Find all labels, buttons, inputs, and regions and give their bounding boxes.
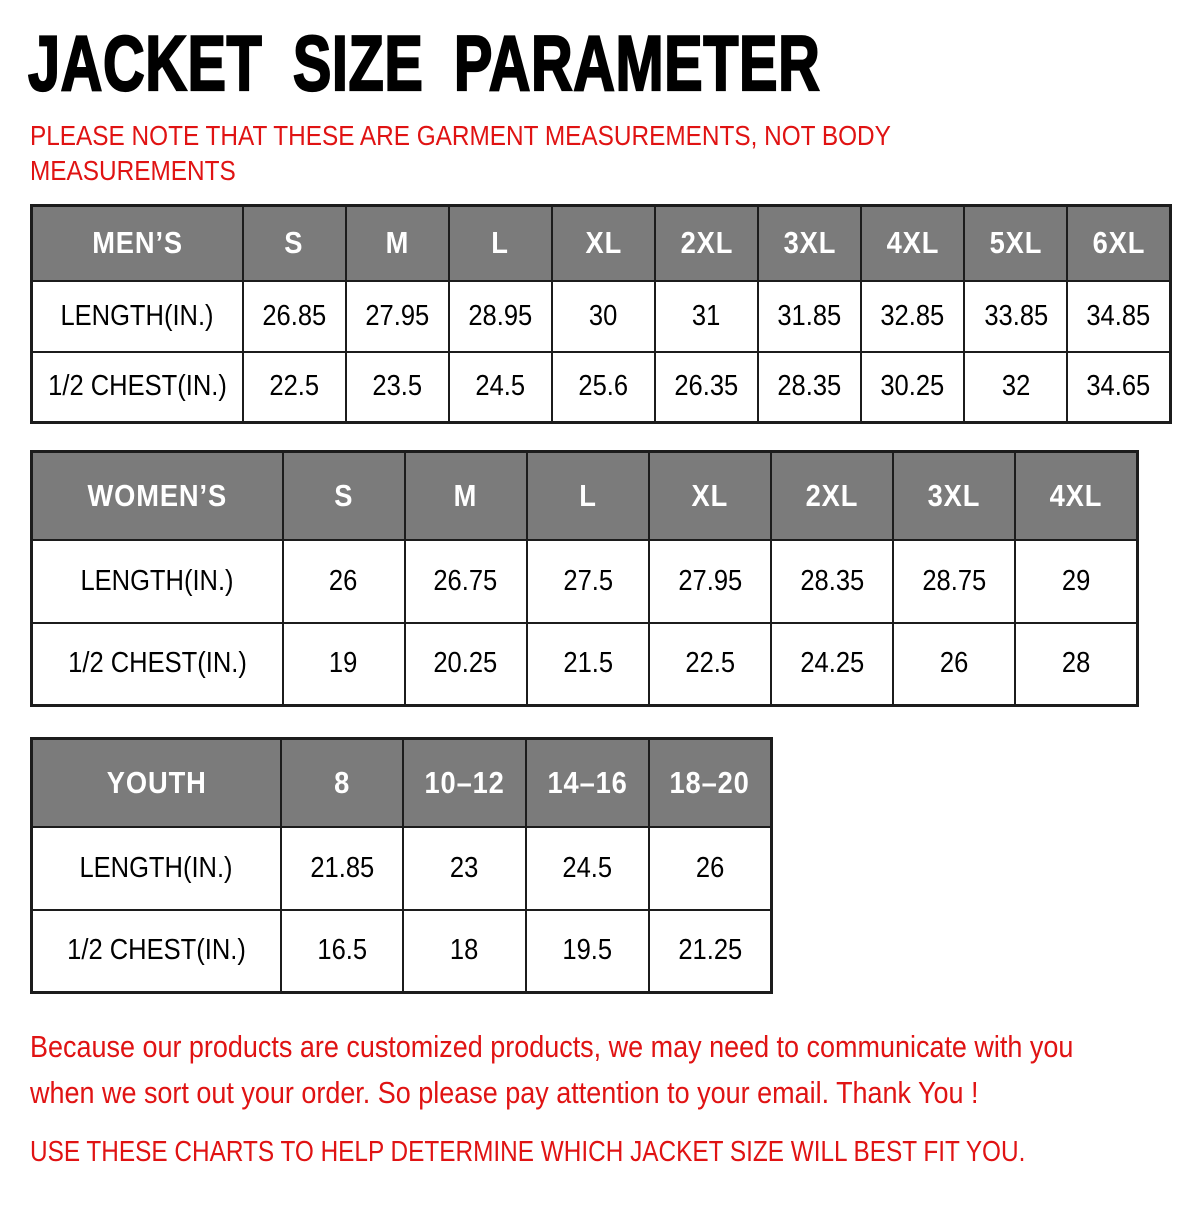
mens-size-col-header: [861, 206, 964, 281]
value-cell-text: 26.75: [433, 564, 498, 597]
mens-value-cell: [964, 281, 1067, 352]
note-line-2: MEASUREMENTS: [30, 155, 236, 186]
header-cell-text: S: [334, 477, 354, 513]
row-label-text: LENGTH(IN.): [79, 851, 233, 884]
mens-value-cell: [964, 352, 1067, 423]
value-cell-text: 32: [1001, 370, 1031, 403]
youth-value-cell: [526, 910, 649, 993]
mens-value-cell: [655, 281, 758, 352]
womens-value-cell: [649, 540, 771, 623]
value-cell-text: 19: [329, 647, 358, 680]
mens-size-col-header: [964, 206, 1067, 281]
value-cell-text: 26: [695, 851, 725, 884]
header-cell-text: 14–16: [547, 764, 628, 800]
mens-size-col-header: [758, 206, 861, 281]
value-cell-text: 32.85: [880, 299, 945, 332]
value-cell-text: 30: [589, 299, 618, 332]
youth-value-cell: [403, 910, 526, 993]
row-label-text: LENGTH(IN.): [80, 564, 234, 597]
header-cell-text: 10–12: [424, 764, 505, 800]
youth-row-label: [32, 827, 281, 910]
value-cell-text: 28.35: [777, 370, 842, 403]
row-label-text: 1/2 CHEST(IN.): [67, 647, 247, 680]
value-cell-text: 21.5: [563, 647, 613, 680]
value-cell-text: 24.25: [800, 647, 865, 680]
value-cell-text: 16.5: [317, 934, 367, 967]
youth-size-col-header: [403, 739, 526, 827]
mens-value-cell: [346, 352, 449, 423]
value-cell-text: 20.25: [433, 647, 498, 680]
value-cell-text: 28.95: [468, 299, 533, 332]
value-cell-text: 22.5: [269, 370, 319, 403]
womens-value-cell: [405, 623, 527, 706]
youth-size-col-header: [281, 739, 404, 827]
youth-table-title: [32, 739, 281, 827]
womens-value-cell: [1015, 540, 1137, 623]
mens-value-cell: [552, 281, 655, 352]
mens-value-cell: [243, 281, 346, 352]
womens-size-col-header: [527, 452, 649, 540]
header-cell-text: 6XL: [1092, 225, 1146, 261]
womens-size-table: [30, 450, 1139, 707]
mens-value-cell: [552, 352, 655, 423]
value-cell-text: 34.65: [1086, 370, 1151, 403]
mens-value-cell: [449, 281, 552, 352]
value-cell-text: 22.5: [685, 647, 735, 680]
customization-notice: [30, 1024, 1200, 1116]
mens-value-cell: [758, 352, 861, 423]
header-cell-text: 5XL: [989, 225, 1043, 261]
page-title-text: JACKET SIZE PARAMETER: [28, 19, 821, 107]
womens-size-col-header: [1015, 452, 1137, 540]
mens-row-label: [32, 281, 243, 352]
mens-size-col-header: [449, 206, 552, 281]
mens-value-cell: [449, 352, 552, 423]
mens-value-cell: [861, 281, 964, 352]
value-cell-text: 26: [329, 564, 358, 597]
youth-value-cell: [649, 910, 772, 993]
womens-row-label: [32, 623, 283, 706]
youth-value-cell: [649, 827, 772, 910]
value-cell-text: 33.85: [983, 299, 1048, 332]
value-cell-text: 18: [450, 934, 479, 967]
header-cell-text: XL: [585, 225, 622, 261]
value-cell-text: 27.95: [678, 564, 742, 597]
header-cell-text: 4XL: [1049, 477, 1103, 513]
womens-value-cell: [283, 540, 405, 623]
header-cell-text: MEN’S: [91, 225, 183, 261]
womens-value-cell: [893, 623, 1015, 706]
mens-size-table: [30, 204, 1172, 424]
row-label-text: LENGTH(IN.): [60, 299, 214, 332]
customization-notice-line-1: Because our products are customized products, we may need to communicate with you: [30, 1029, 1074, 1064]
youth-value-cell: [403, 827, 526, 910]
womens-value-cell: [527, 623, 649, 706]
mens-table-title: [32, 206, 243, 281]
header-cell-text: 2XL: [805, 477, 859, 513]
header-cell-text: M: [453, 477, 478, 513]
value-cell-text: 23: [450, 851, 479, 884]
customization-notice-line-2: when we sort out your order. So please pay attention to your email. Thank You !: [30, 1075, 979, 1110]
womens-value-cell: [771, 623, 893, 706]
header-cell-text: 4XL: [886, 225, 940, 261]
youth-row-label: [32, 910, 281, 993]
mens-value-cell: [758, 281, 861, 352]
mens-size-col-header: [243, 206, 346, 281]
value-cell-text: 31: [692, 299, 721, 332]
womens-value-cell: [283, 623, 405, 706]
jacket-size-chart-page: [0, 19, 1200, 1170]
womens-table-title: [32, 452, 283, 540]
header-cell-text: 2XL: [680, 225, 733, 261]
header-cell-text: S: [284, 225, 304, 261]
value-cell-text: 25.6: [578, 370, 629, 403]
header-cell-text: 8: [333, 764, 350, 800]
womens-size-col-header: [893, 452, 1015, 540]
header-cell-text: 3XL: [927, 477, 981, 513]
youth-value-cell: [526, 827, 649, 910]
value-cell-text: 21.25: [677, 934, 742, 967]
value-cell-text: 29: [1061, 564, 1091, 597]
header-cell-text: M: [385, 225, 409, 261]
mens-size-col-header: [346, 206, 449, 281]
mens-value-cell: [346, 281, 449, 352]
header-cell-text: L: [491, 225, 510, 261]
womens-size-col-header: [649, 452, 771, 540]
header-cell-text: XL: [691, 477, 729, 513]
row-label-text: 1/2 CHEST(IN.): [47, 370, 227, 403]
value-cell-text: 24.5: [475, 370, 526, 403]
value-cell-text: 30.25: [880, 370, 945, 403]
header-cell-text: 3XL: [783, 225, 836, 261]
header-cell-text: WOMEN’S: [87, 477, 228, 513]
mens-value-cell: [1067, 281, 1170, 352]
value-cell-text: 34.85: [1086, 299, 1151, 332]
value-cell-text: 26.35: [674, 370, 739, 403]
value-cell-text: 31.85: [777, 299, 842, 332]
fit-guidance-note: USE THESE CHARTS TO HELP DETERMINE WHICH JACKET SIZE WILL BEST FIT YOU.: [30, 1136, 1026, 1168]
value-cell-text: 19.5: [562, 934, 613, 967]
note-line-1: PLEASE NOTE THAT THESE ARE GARMENT MEASUREMENTS, NOT BODY: [30, 120, 891, 151]
womens-value-cell: [527, 540, 649, 623]
header-cell-text: L: [579, 477, 597, 513]
page-title: [28, 19, 1200, 107]
mens-size-col-header: [1067, 206, 1170, 281]
header-cell-text: 18–20: [669, 764, 751, 800]
mens-size-col-header: [552, 206, 655, 281]
youth-size-table: [30, 737, 773, 994]
header-cell-text: YOUTH: [106, 764, 207, 800]
youth-value-cell: [281, 827, 404, 910]
value-cell-text: 24.5: [562, 851, 613, 884]
value-cell-text: 28.75: [922, 564, 987, 597]
value-cell-text: 27.5: [563, 564, 613, 597]
womens-size-col-header: [405, 452, 527, 540]
value-cell-text: 23.5: [372, 370, 423, 403]
mens-value-cell: [861, 352, 964, 423]
row-label-text: 1/2 CHEST(IN.): [66, 934, 246, 967]
womens-value-cell: [771, 540, 893, 623]
womens-value-cell: [1015, 623, 1137, 706]
mens-size-col-header: [655, 206, 758, 281]
value-cell-text: 26.85: [262, 299, 326, 332]
youth-size-col-header: [649, 739, 772, 827]
value-cell-text: 28.35: [800, 564, 865, 597]
mens-value-cell: [655, 352, 758, 423]
womens-size-col-header: [771, 452, 893, 540]
value-cell-text: 28: [1061, 647, 1091, 680]
womens-value-cell: [405, 540, 527, 623]
garment-measurement-note: [30, 118, 1200, 188]
value-cell-text: 21.85: [309, 851, 374, 884]
youth-value-cell: [281, 910, 404, 993]
womens-value-cell: [649, 623, 771, 706]
mens-value-cell: [243, 352, 346, 423]
value-cell-text: 27.95: [365, 299, 430, 332]
youth-size-col-header: [526, 739, 649, 827]
womens-value-cell: [893, 540, 1015, 623]
value-cell-text: 26: [940, 647, 969, 680]
mens-value-cell: [1067, 352, 1170, 423]
womens-row-label: [32, 540, 283, 623]
mens-row-label: [32, 352, 243, 423]
womens-size-col-header: [283, 452, 405, 540]
